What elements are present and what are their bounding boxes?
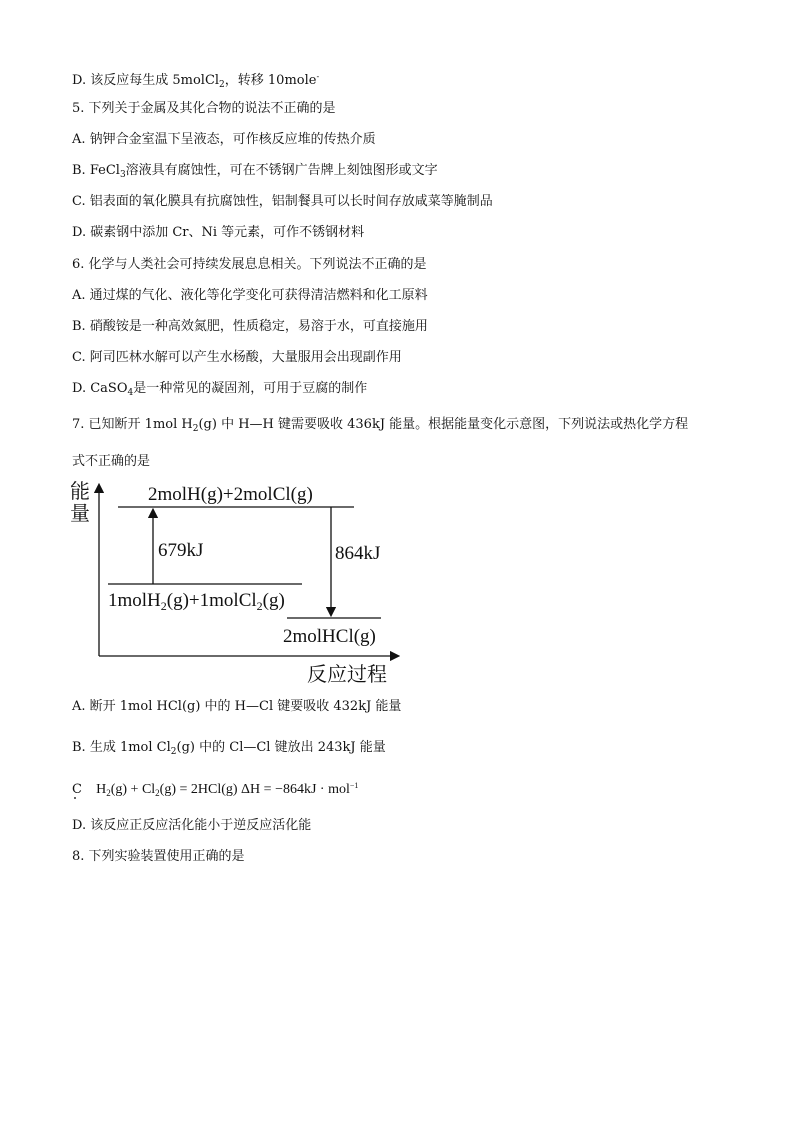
q5-option-b: B. FeCl$_3$溶液具有腐蚀性，可在不锈钢广告牌上刻蚀图形或文字 — [72, 163, 438, 180]
q8-stem: 8. 下列实验装置使用正确的是 — [72, 849, 245, 864]
q6-option-d: D. CaSO$_4$是一种常见的凝固剂，可用于豆腐的制作 — [72, 381, 368, 398]
y-axis-label-2: 量 — [70, 503, 90, 525]
q6-stem: 6. 化学与人类社会可持续发展息息相关。下列说法不正确的是 — [72, 257, 427, 272]
q5-option-d: D. 碳素钢中添加 Cr、Ni 等元素，可作不锈钢材料 — [72, 225, 365, 240]
energy-diagram — [60, 476, 420, 688]
q7-option-a: A. 断开 1mol HCl(g) 中的 H—Cl 键要吸收 432kJ 能量 — [72, 699, 402, 714]
q6-option-a: A. 通过煤的气化、液化等化学变化可获得清洁燃料和化工原料 — [72, 288, 428, 303]
reactant-level-label: 1molH$_2$(g)+1molCl$_2$(g) — [108, 590, 285, 613]
thermochemical-equation: $H_2(g) + Cl_2(g) = 2HCl(g) \Delta H = -864kJ \cdot mol^{-1}$ — [96, 781, 359, 798]
release-energy-label: 864kJ — [335, 543, 381, 564]
q7-option-d: D. 该反应正反应活化能小于逆反应活化能 — [72, 818, 312, 833]
y-axis-label-1: 能 — [70, 481, 90, 503]
q6-option-b: B. 硝酸铵是一种高效氮肥，性质稳定，易溶于水，可直接施用 — [72, 319, 428, 334]
q5-option-a: A. 钠钾合金室温下呈液态，可作核反应堆的传热介质 — [72, 132, 376, 147]
q5-stem: 5. 下列关于金属及其化合物的说法不正确的是 — [72, 101, 336, 116]
x-axis-label: 反应过程 — [307, 664, 387, 686]
top-level-label: 2molH(g)+2molCl(g) — [148, 484, 313, 505]
absorb-energy-label: 679kJ — [158, 540, 204, 561]
q6-option-c: C. 阿司匹林水解可以产生水杨酸，大量服用会出现副作用 — [72, 350, 402, 365]
option-c-dot — [74, 797, 76, 799]
q4-option-d: D. 该反应每生成 5molCl$_2$，转移 10mole- — [72, 72, 320, 90]
q7-option-c: C $H_2(g) + Cl_2(g) = 2HCl(g) \Delta H = -864kJ \cdot mol^{-1}$ — [72, 781, 359, 798]
q7-option-b: B. 生成 1mol $Cl_2(g)$ 中的 Cl—Cl 键放出 243kJ 能量 — [72, 740, 386, 757]
q5-option-c: C. 铝表面的氧化膜具有抗腐蚀性，铝制餐具可以长时间存放咸菜等腌制品 — [72, 194, 493, 209]
product-level-label: 2molHCl(g) — [283, 626, 376, 647]
q7-stem-cont: 式不正确的是 — [72, 454, 151, 469]
q7-stem: 7. 已知断开 1mol $H_2(g)$ 中 H—H 键需要吸收 436kJ 能量。根据能量变化示意图，下列说法或热化学方程 — [72, 417, 689, 434]
